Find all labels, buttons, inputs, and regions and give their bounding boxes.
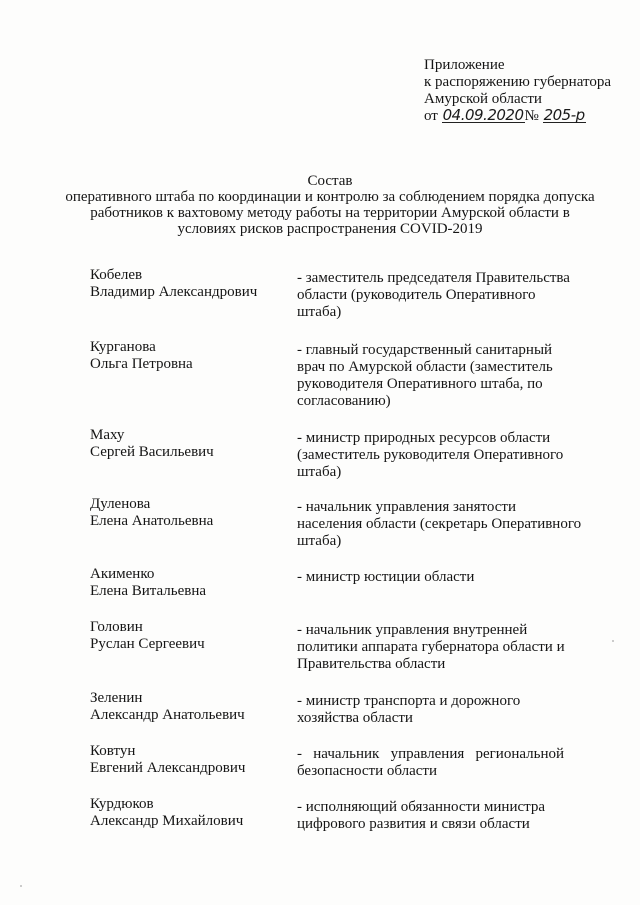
- member-role: - начальник управления внутренней политики аппарата губернатора области и Правительства области: [297, 622, 565, 672]
- number-sign: №: [524, 108, 539, 124]
- member-role-line-1: - начальник управления региональной: [297, 746, 565, 762]
- title-body: оперативного штаба по координации и контролю за соблюдением порядка допуска работников к вахтовому методу работы на территории Амурской области в условиях рисков распространения COVID-2019: [65, 189, 595, 237]
- member-given-name: Елена Анатольевна: [90, 513, 214, 529]
- member-name: [90, 690, 290, 724]
- member-given-name: Александр Анатольевич: [90, 707, 245, 723]
- member-role: - исполняющий обязанности министра цифрового развития и связи области: [297, 799, 546, 832]
- member-name: [90, 796, 290, 830]
- member-role: - министр транспорта и дорожного хозяйства области: [297, 693, 521, 726]
- member-role: - министр природных ресурсов области (заместитель руководителя Оперативного штаба): [297, 430, 564, 480]
- member-given-name: Владимир Александрович: [90, 284, 258, 300]
- member-surname: Кобелев: [90, 267, 143, 283]
- member-name: [90, 566, 290, 600]
- member-name: [90, 339, 290, 373]
- appendix-line-2: к распоряжению губернатора: [424, 74, 611, 90]
- member-surname: Головин: [90, 619, 143, 635]
- member-surname: Ковтун: [90, 743, 136, 759]
- member-given-name: Сергей Васильевич: [90, 444, 214, 460]
- handwritten-date: 04.09.2020: [442, 106, 524, 124]
- member-surname: Дуленова: [90, 496, 151, 512]
- member-name: [90, 427, 290, 461]
- member-given-name: Александр Михайлович: [90, 813, 244, 829]
- scan-speck: [20, 885, 22, 887]
- member-surname: Маху: [90, 427, 125, 443]
- member-name: [90, 743, 290, 777]
- member-name: [90, 496, 290, 530]
- member-role: [297, 746, 582, 780]
- member-given-name: Евгений Александрович: [90, 760, 246, 776]
- member-surname: Курганова: [90, 339, 156, 355]
- member-name: [90, 619, 290, 653]
- member-role: - главный государственный санитарный врач по Амурской области (заместитель руководителя Оперативного штаба, по согласованию): [297, 342, 553, 409]
- handwritten-number: 205-р: [543, 106, 585, 124]
- member-role-line-2: безопасности области: [297, 763, 437, 779]
- member-surname: Зеленин: [90, 690, 143, 706]
- member-surname: Акименко: [90, 566, 155, 582]
- scan-speck: [612, 640, 614, 642]
- member-given-name: Елена Витальевна: [90, 583, 207, 599]
- member-role: - начальник управления занятости населения области (секретарь Оперативного штаба): [297, 499, 582, 549]
- member-given-name: Ольга Петровна: [90, 356, 193, 372]
- member-role: - министр юстиции области: [297, 569, 475, 585]
- appendix-line-1: Приложение: [424, 57, 505, 73]
- title-heading: Состав: [307, 173, 353, 189]
- member-role: - заместитель председателя Правительства области (руководитель Оперативного штаба): [297, 270, 570, 320]
- member-surname: Курдюков: [90, 796, 154, 812]
- date-prefix: от: [424, 108, 438, 124]
- appendix-line-3: Амурской области: [424, 91, 542, 107]
- member-given-name: Руслан Сергеевич: [90, 636, 205, 652]
- member-name: [90, 267, 290, 301]
